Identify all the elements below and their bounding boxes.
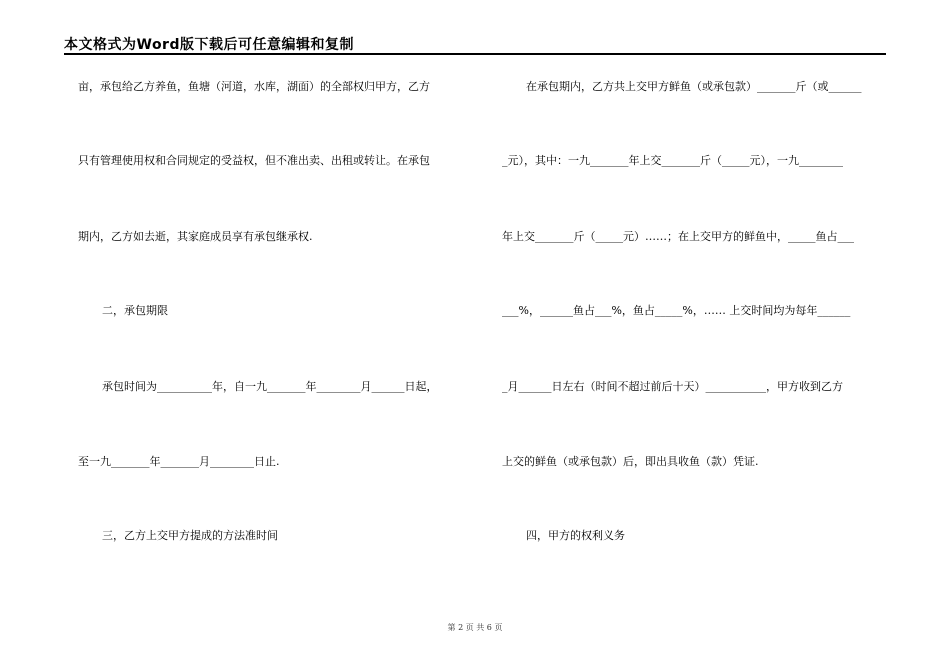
section-heading: 四，甲方的权利义务 <box>526 529 625 542</box>
section-heading: 三，乙方上交甲方提成的方法准时间 <box>102 529 278 542</box>
right-column <box>502 0 892 672</box>
paragraph-line: _月______日左右（时间不超过前后十天）___________，甲方收到乙方 <box>502 380 843 393</box>
paragraph-line: 在承包期内，乙方共上交甲方鲜鱼（或承包款）_______斤（或______ <box>526 80 862 93</box>
paragraph-line: 年上交_______斤（_____元）……；在上交甲方的鲜鱼中，_____鱼占___ <box>502 230 854 243</box>
paragraph-line: 承包时间为__________年，自一九_______年________月______日起， <box>102 380 438 393</box>
paragraph-line: 期内，乙方如去逝，其家庭成员享有承包继承权. <box>78 230 313 243</box>
paragraph-line: 只有管理使用权和合同规定的受益权，但不准出卖、出租或转让。在承包 <box>78 154 430 167</box>
page-number: 第 2 页 共 6 页 <box>447 623 503 632</box>
paragraph-line: 上交的鲜鱼（或承包款）后，即出具收鱼（款）凭证. <box>502 455 759 468</box>
paragraph-line: _元），其中：一九_______年上交_______斤（_____元），一九________ <box>502 154 843 167</box>
paragraph-line: 至一九_______年_______月________日止. <box>78 455 280 468</box>
paragraph-line: ___%，______鱼占___%，鱼占_____%，…… 上交时间均为每年______ <box>502 304 851 317</box>
header-title: 本文格式为Word版下载后可任意编辑和复制 <box>64 37 354 53</box>
left-column <box>78 0 468 672</box>
paragraph-line: 亩，承包给乙方养鱼，鱼塘（河道，水库，湖面）的全部权归甲方，乙方 <box>78 80 430 93</box>
section-heading: 二，承包期限 <box>102 304 168 317</box>
